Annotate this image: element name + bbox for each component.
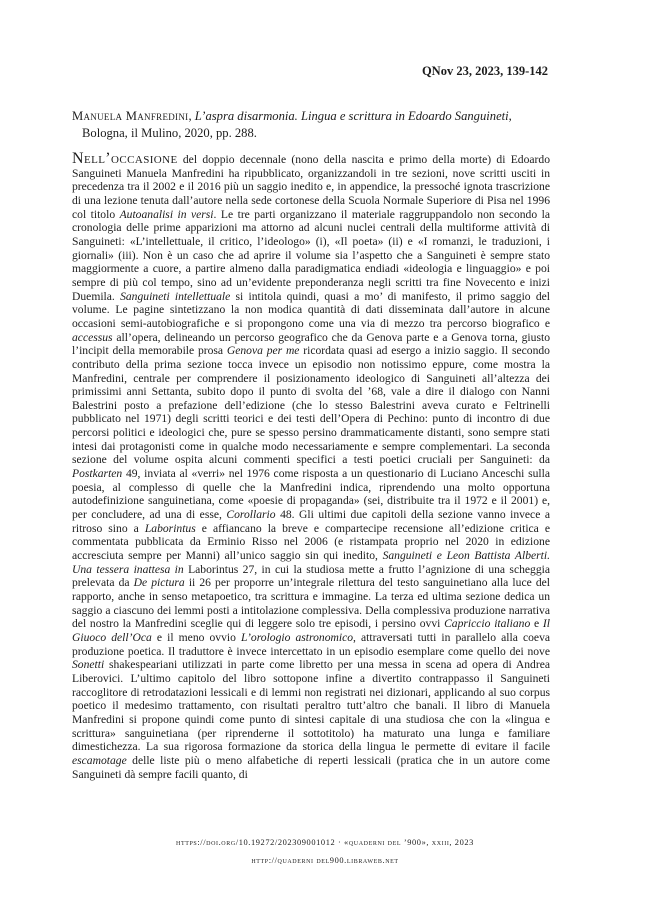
journal-citation: QNov 23, 2023, 139-142 [421,64,548,78]
text-run: 48. Gli ultimi due capitoli della sezione vanno invece a ritroso sino a [72,508,550,535]
review-publication: , Bologna, il Mulino, 2020, pp. 288. [82,109,512,140]
italic-run: accessus [72,330,113,344]
italic-run: Sonetti [72,658,105,672]
text-run: e affiancano la breve e compartecipe recensione all’edizione critica e commentata pubblicata da Erminio Risso nel 2006 (e ristampata proprio nel 2020 in edizione accresciuta sempre per Manni) all’unico saggio sin qui inedito, [72,521,551,563]
italic-run: Laborintus [144,521,196,535]
text-run: si intitola quindi, quasi a mo’ di manifesto, il primo saggio del volume. Le pagine sintetizzano la non modica quantità di dati disseminata dall’autore in alcune occasioni semi-autobiografiche e si propongono come una via di mezzo tra percorso biografico e [72,289,551,330]
text-run: Laborintus 27, in cui la studiosa mette a frutto l’agnizione di una scheggia prelevata da [72,562,550,590]
italic-run: Sanguineti intellettuale [120,289,231,303]
italic-run: Postkarten [72,467,123,481]
italic-run: escamotage [72,753,127,767]
text-run: . Le tre parti organizzano il materiale raggruppandolo non secondo la cronologia delle prime apparizioni ma attorno ad alcuni nuclei centrali della multiforme attività di Sanguineti: «L’intellettuale, il critico, l’ideologo» (i), «Il poeta» (ii) e «I romanzi, le traduzioni, i giornali» (iii). Non è un caso che ad aprire il volume sia l’aspetto che a Sanguineti è sempre stato maggiormente a cuore, a partire almeno dalla paradigmatica endiadi «ideologia e linguaggio» e poi sempre di più col tempo, sino ad un’evidente preponderanza negli scritti tra fine Novecento e inizi Duemila. [72,207,550,303]
text-run: shakespeariani utilizzati in parte come libretto per una messa in scena ad opera di Andrea Liberovici. L’ultimo capitolo del libro sottopone infine a divertito contrappasso il Sanguineti raccoglitore di retrodatazioni lessicali e di lemmi non registrati nei dizionari, applicando al suo corpus poetico il medesimo trattamento, con risultati peraltro tutt’altro che banali. Il libro di Manuela Manfredini si propone quindi come punto di sintesi capitale di una studiosa che con la «lingua e scrittura» sanguinetiana (per riprenderne il sottotitolo) ha maturato una lunga e familiare dimestichezza. La sua rigorosa formazione da storica della lingua le permette di evitare il facile [72,658,550,754]
text-run: all’opera, delineando un percorso geografico che da Genova parte e a Genova torna, giusto l’incipit della memorabile prosa [72,330,550,358]
opening-words: Nell’occasione [72,150,178,167]
footer-doi: https://doi.org/10.19272/202309001012 · «quaderni del ’900», xxiii, 2023 [176,838,474,847]
text-run: , attraversati tutti in parallelo alla coeva produzione poetica. Il traduttore è invece intercettato in un episodio esemplare come quello dei nove [72,630,551,658]
text-run: ii 26 per proporre un’integrale rilettura del testo sanguinetiano alla luce del rapporto, anche in senso metapoetico, tra scrittura e immagine. La terza ed ultima sezione dedica un saggio a ciascuno dei lemmi posti a intitolazione complessiva. Della complessiva produzione narrativa del nostro la Manfredini sceglie qui di leggere solo tre episodi, i persino ovvi [72,576,550,631]
italic-run: Sanguineti e Leon Battista Alberti. Una tessera inattesa in [72,549,550,576]
italic-run: Capriccio italiano [444,617,531,631]
review-author: Manuela Manfredini [72,109,189,123]
review-heading: Manuela Manfredini, L’aspra disarmonia. Lingua e scrittura in Edoardo Sanguineti, Bologna, il Mulino, 2020, pp. 288. [72,109,512,140]
italic-run: Autoanalisi in versi [119,207,214,221]
italic-run: Genova per me [226,344,300,358]
italic-run: L’orologio astronomico [241,630,354,644]
review-book-title: L’aspra disarmonia. Lingua e scrittura in Edoardo Sanguineti [194,109,509,123]
text-run: 49, inviata al «verri» nel 1976 come risposta a un questionario di Luciano Anceschi sulla poesia, al complesso di quelle che la Manfredini indica, riprendendo una molto opportuna autodefinizione sanguinetiana, come «poesie di propaganda» (sei, distribuite tra il 1972 e il 2001) e, per concludere, ad una di esse, [72,467,550,522]
text-run: e il meno ovvio [151,630,242,644]
text-run: ricordata quasi ad esergo a inizio saggio. Il secondo contributo della prima sezione tocca invece un episodio non notissimo eppure, come mostra la Manfredini, centrale per comprendere il posizionamento ideologico di Sanguineti all’altezza dei primissimi anni Settanta, subito dopo il punto di svolta del ’68, vale a dire il dialogo con Nanni Balestrini posto a prefazione dell’edizione (che lo stesso Balestrini aveva curato e Feltrinelli pubblicato nel 1971) degli scritti teorici e dei testi dell’Opera di Pechino: punto di incontro di due percorsi politici e ideologici che, pure se spesso persino drammaticamente distanti, sono sempre stati intesi dai protagonisti come in qualche modo necessariamente e sempre complementari. La seconda sezione del volume ospita alcuni commenti specifici a testi poetici cruciali per Sanguineti: da [72,344,550,467]
italic-run: De pictura [133,576,185,590]
text-run: del doppio decennale (nono della nascita e primo della morte) di Edoardo Sanguineti Manuela Manfredini ha ripubblicato, organizzandoli in tre sezioni, nove scritti usciti in precedenza tra il 2002 e il 2016 più un saggio inedito e, in appendice, la pressoché ignota trascrizione di una lezione tenuta dall’autore nella sede cortonese della Scuola Normale Superiore di Pisa nel 1996 col titolo [72,153,550,221]
footer-url: http://quaderni del900.libraweb.net [251,856,399,865]
text-run: delle liste più o meno alfabetiche di reperti lessicali (pratica che in un autore come Sanguineti dà sempre facili quanto, di [72,753,550,781]
italic-run: Il Giuoco dell’Oca [72,617,550,644]
italic-run: Corollario [226,508,276,522]
text-run: e [530,617,543,631]
review-body [72,152,550,781]
